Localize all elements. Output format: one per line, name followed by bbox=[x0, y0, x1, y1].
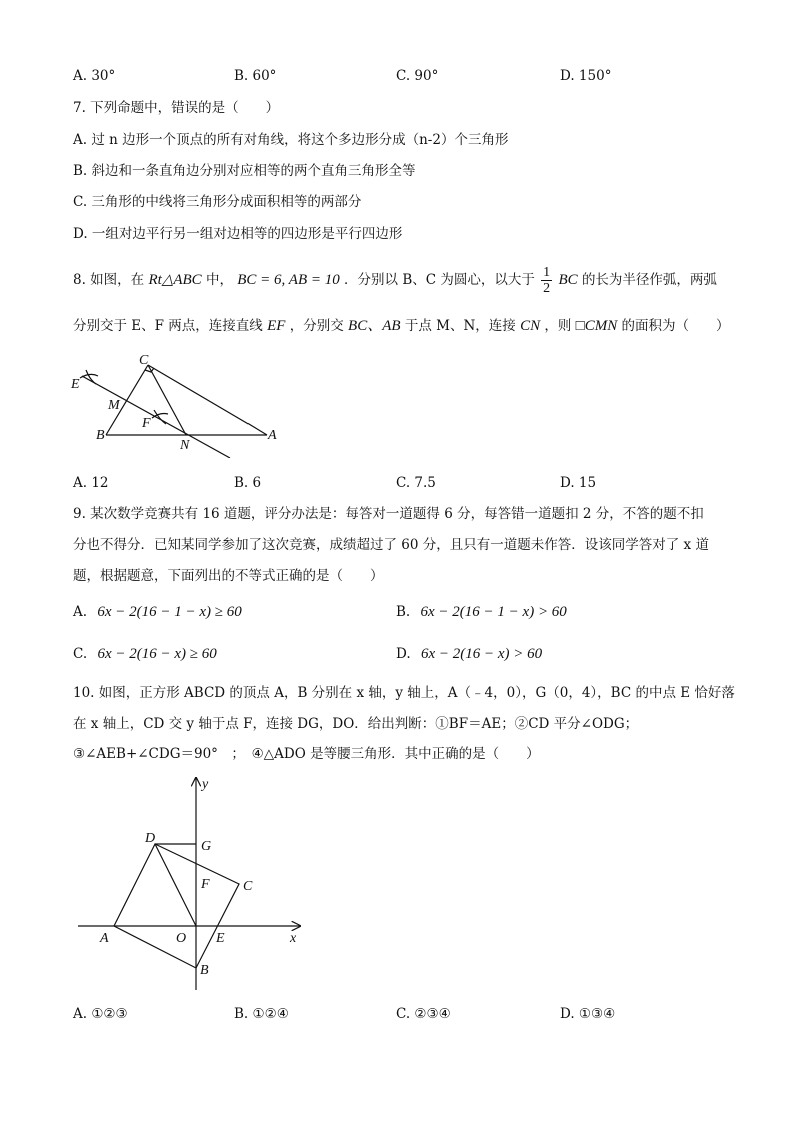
q8-figure bbox=[68, 348, 248, 458]
q9-option-a bbox=[73, 603, 242, 621]
q9-option-label: C. bbox=[73, 646, 88, 662]
q10-label-y: y bbox=[202, 777, 209, 792]
q7-option-c: C. 三角形的中线将三角形分成面积相等的两部分 bbox=[73, 194, 362, 210]
q8-math: CN bbox=[520, 318, 541, 334]
q8-label-m: M bbox=[108, 398, 120, 413]
q9-option-label: D. bbox=[396, 646, 411, 662]
segment-do bbox=[155, 844, 196, 926]
q8-text: 于点 M、N，连接 bbox=[404, 318, 516, 334]
q8-text: ，分别交 bbox=[289, 318, 344, 334]
q8-text: 中， bbox=[205, 272, 233, 288]
q10-label-o: O bbox=[176, 931, 187, 946]
q8-frac-num: 1 bbox=[543, 265, 551, 280]
q10-option-d: D. ①③④ bbox=[560, 1006, 616, 1022]
q9-line2: 分也不得分．已知某同学参加了这次竞赛，成绩超过了 60 分，且只有一道题未作答．设该同学答对了 x 道 bbox=[73, 537, 709, 553]
q9-option-expr: 6x − 2(16 − 1 − x) ≥ 60 bbox=[97, 604, 242, 620]
q7-option-d: D. 一组对边平行另一组对边相等的四边形是平行四边形 bbox=[73, 226, 403, 242]
q8-math: □CMN bbox=[575, 318, 618, 334]
q8-label-e: E bbox=[71, 377, 80, 392]
q6-option-b: B. 60° bbox=[234, 68, 277, 84]
q10-line3: ③∠AEB+∠CDG＝90° ； ④△ADO 是等腰三角形．其中正确的是（ ） bbox=[73, 746, 540, 762]
q10-line1: 10. 如图，正方形 ABCD 的顶点 A，B 分别在 x 轴，y 轴上，A（﹣4，0），G（0，4），BC 的中点 E 恰好落 bbox=[73, 685, 735, 701]
q9-option-expr: 6x − 2(16 − 1 − x) > 60 bbox=[420, 604, 567, 620]
q6-option-d: D. 150° bbox=[560, 68, 612, 84]
q9-option-expr: 6x − 2(16 − x) > 60 bbox=[420, 646, 543, 662]
q8-text: 分别交于 E、F 两点，连接直线 bbox=[73, 318, 263, 334]
q10-label-d: D bbox=[145, 831, 156, 846]
q8-figure-right bbox=[248, 348, 288, 458]
q9-option-label: A. bbox=[73, 604, 88, 620]
q8-text: 8. 如图，在 bbox=[73, 272, 145, 288]
q9-option-expr: 6x − 2(16 − x) ≥ 60 bbox=[97, 646, 217, 662]
q8-math: BC = 6, AB = 10 bbox=[237, 272, 340, 288]
q8-math: EF bbox=[267, 318, 286, 334]
segment-ca bbox=[148, 365, 248, 435]
q10-option-c: C. ②③④ bbox=[396, 1006, 451, 1022]
q10-label-a: A bbox=[100, 931, 109, 946]
segment-ca-end bbox=[248, 423, 267, 435]
q8-option-d: D. 15 bbox=[560, 475, 597, 491]
q8-label-c: C bbox=[139, 353, 149, 368]
q8-fraction bbox=[541, 265, 552, 296]
q10-line2: 在 x 轴上，CD 交 y 轴于点 F，连接 DG，DO．给出判断：①BF＝AE；②CD 平分∠ODG； bbox=[73, 716, 639, 732]
q8-text: ，则 bbox=[544, 318, 572, 334]
q8-label-f: F bbox=[142, 416, 151, 431]
q9-option-b bbox=[396, 603, 567, 621]
q7-option-b: B. 斜边和一条直角边分别对应相等的两个直角三角形全等 bbox=[73, 163, 416, 179]
q10-label-g: G bbox=[201, 839, 212, 854]
q8-text: ．分别以 B、C 为圆心，以大于 bbox=[344, 272, 535, 288]
q8-math: BC bbox=[558, 272, 578, 288]
q9-option-label: B. bbox=[396, 604, 411, 620]
q8-option-a: A. 12 bbox=[73, 475, 109, 491]
arc-f-2 bbox=[152, 414, 168, 419]
q8-line2 bbox=[73, 317, 730, 335]
q8-text: 的面积为（ ） bbox=[621, 318, 730, 334]
arc-e-1 bbox=[86, 370, 96, 384]
q8-option-c: C. 7.5 bbox=[396, 475, 436, 491]
q10-label-x: x bbox=[290, 931, 297, 946]
q8-line1 bbox=[73, 262, 717, 298]
q10-option-b: B. ①②④ bbox=[234, 1006, 289, 1022]
q9-option-d bbox=[396, 645, 542, 663]
q10-label-b: B bbox=[200, 963, 209, 978]
q9-line3: 题，根据题意，下面列出的不等式正确的是（ ） bbox=[73, 568, 384, 584]
q8-math: Rt△ABC bbox=[148, 272, 202, 288]
q9-option-c bbox=[73, 645, 217, 663]
q8-option-b: B. 6 bbox=[234, 475, 262, 491]
q7-option-a: A. 过 n 边形一个顶点的所有对角线，将这个多边形分成（n-2）个三角形 bbox=[73, 132, 509, 148]
q6-option-c: C. 90° bbox=[396, 68, 439, 84]
q8-frac-den: 2 bbox=[543, 281, 551, 296]
square-abcd bbox=[114, 844, 239, 968]
q6-option-a: A. 30° bbox=[73, 68, 116, 84]
q10-label-c: C bbox=[243, 879, 253, 894]
q8-label-a-right: A bbox=[268, 428, 277, 443]
q8-label-n: N bbox=[180, 438, 190, 453]
line-ef bbox=[82, 376, 230, 458]
q10-option-a: A. ①②③ bbox=[73, 1006, 128, 1022]
q10-label-f: F bbox=[201, 877, 210, 892]
q8-math: BC、AB bbox=[348, 318, 401, 334]
q7-stem: 7. 下列命题中，错误的是（ ） bbox=[73, 100, 280, 116]
q10-label-e: E bbox=[216, 931, 225, 946]
q9-line1: 9. 某次数学竞赛共有 16 道题，评分办法是：每答对一道题得 6 分，每答错一道题扣 2 分，不答的题不扣 bbox=[73, 506, 704, 522]
q8-text: 的长为半径作弧，两弧 bbox=[581, 272, 717, 288]
q10-figure bbox=[70, 772, 310, 994]
q8-label-b: B bbox=[96, 428, 105, 443]
